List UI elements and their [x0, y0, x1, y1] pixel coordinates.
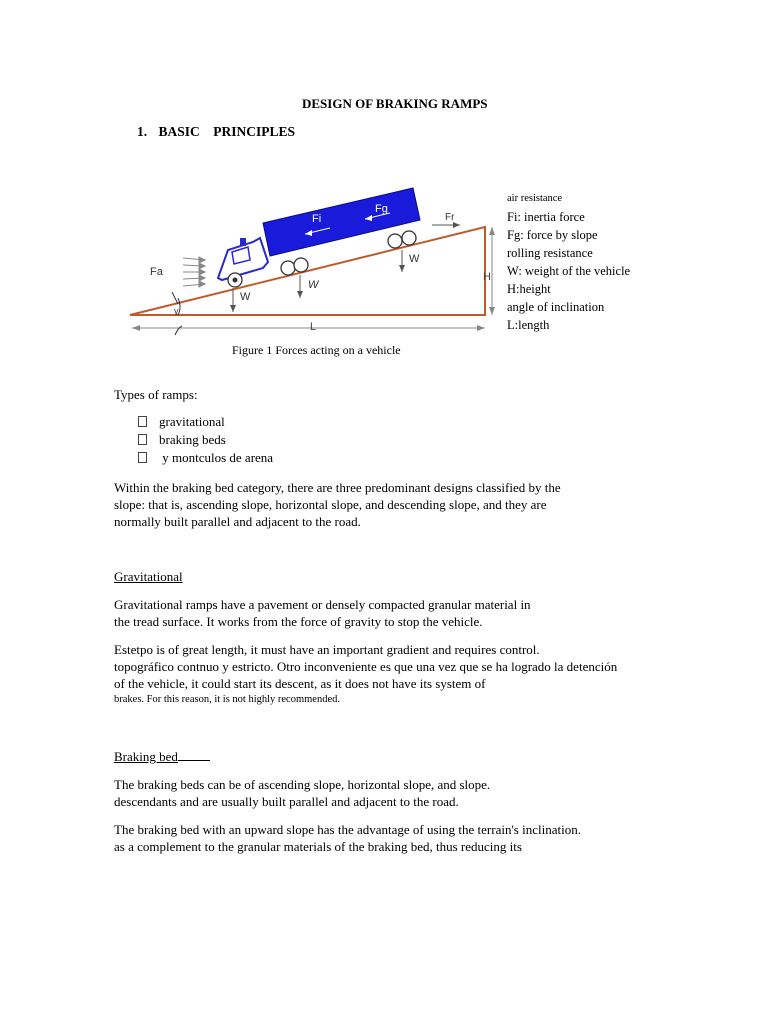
legend-item: W: weight of the vehicle — [507, 264, 631, 278]
label-w3: W — [409, 253, 420, 265]
legend-item: rolling resistance — [507, 246, 593, 260]
legend-item: Fg: force by slope — [507, 228, 598, 242]
legend-item: Fi: inertia force — [507, 210, 585, 224]
label-fr: Fr — [445, 212, 455, 223]
bullet-icon — [138, 452, 147, 463]
figure-legend — [507, 190, 630, 334]
label-fa: Fa — [150, 266, 163, 278]
label-w2: W — [308, 279, 319, 291]
section-title: BASIC PRINCIPLES — [158, 124, 296, 139]
heading-gravitational: Gravitational — [114, 569, 183, 584]
types-list — [138, 413, 273, 467]
figure-caption: Figure 1 Forces acting on a vehicle — [232, 343, 401, 357]
paragraph-gravitational: Gravitational ramps have a pavement or densely compacted granular material in the tread surface. It works from the force of gravity to stop the vehicle. — [114, 597, 531, 629]
list-item: braking beds — [138, 431, 273, 449]
legend-item: H:height — [507, 282, 551, 296]
section-heading — [137, 124, 295, 140]
list-item: gravitational — [138, 413, 273, 431]
legend-item: angle of inclination — [507, 300, 605, 314]
heading-braking-bed: Braking bed — [114, 748, 210, 765]
list-item: y montculos de arena — [138, 449, 273, 467]
label-h: H — [483, 271, 491, 283]
document-title: DESIGN OF BRAKING RAMPS — [302, 96, 488, 111]
svg-text:γ: γ — [174, 306, 179, 316]
label-fi: Fi — [312, 213, 322, 225]
legend-item: air resistance — [507, 193, 563, 204]
legend-item: L:length — [507, 318, 550, 332]
label-fg: Fg — [375, 203, 388, 215]
paragraph-bed-category: Within the braking bed category, there are three predominant designs classified by the slope: that is, ascending slope, horizontal slope, and descending slope, and they are normally built parallel and adjacent to the road. — [114, 480, 561, 529]
bullet-icon — [138, 416, 147, 427]
paragraph-length: Estetpo is of great length, it must have an important gradient and requires control. topográfico contnuo y estricto. Otro inconveniente es que una vez que se ha logrado la detención of the vehicle, it could start its descent, as it does not have its system of brakes. For this reason, it is not highly recommended. — [114, 642, 618, 705]
bullet-icon — [138, 434, 147, 445]
label-w1: W — [240, 291, 251, 303]
types-intro: Types of ramps: — [114, 387, 198, 402]
label-l: L — [310, 321, 317, 333]
forces-diagram — [120, 180, 510, 345]
section-number: 1. — [137, 124, 148, 139]
paragraph-braking-beds: The braking beds can be of ascending slope, horizontal slope, and slope. descendants and are usually built parallel and adjacent to the road. — [114, 777, 491, 809]
paragraph-upward-slope: The braking bed with an upward slope has the advantage of using the terrain's inclination. as a complement to the granular materials of the braking bed, thus reducing its — [114, 822, 581, 854]
